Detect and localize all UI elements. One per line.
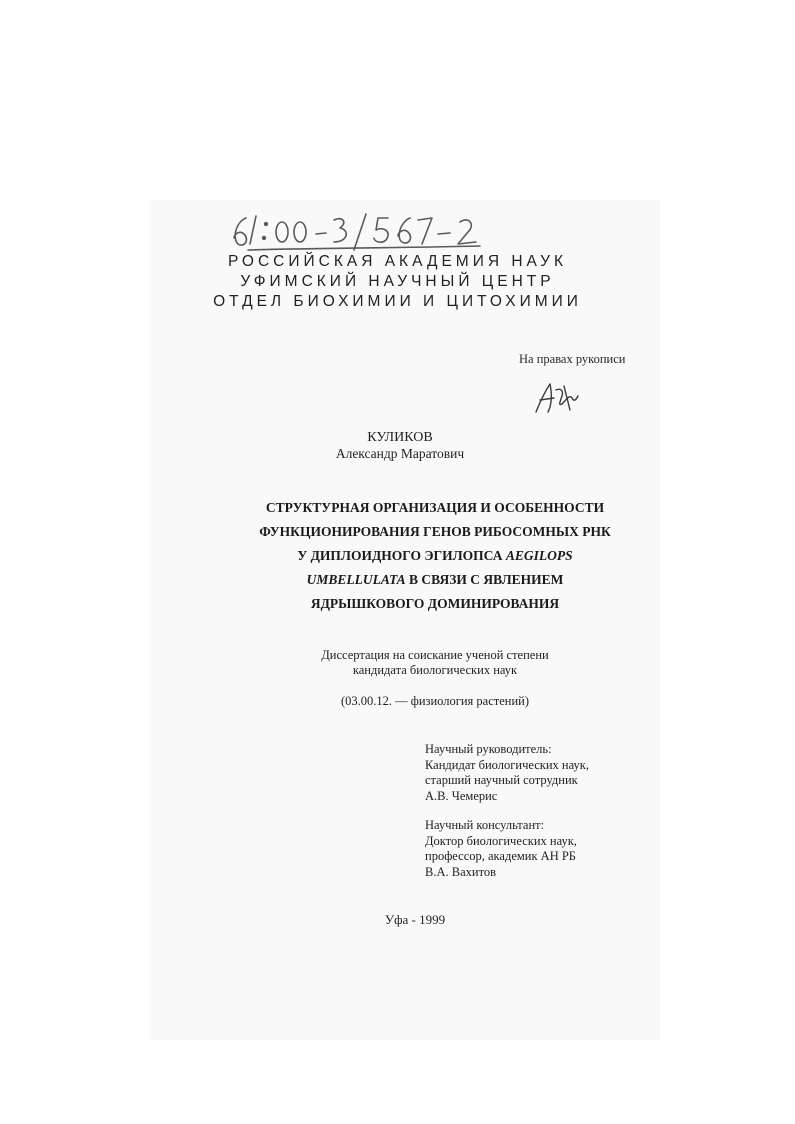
title-line-4 [200, 568, 670, 592]
title-line-3-prefix: У ДИПЛОИДНОГО ЭГИЛОПСА [297, 548, 506, 563]
manuscript-rights-note: На правах рукописи [519, 352, 626, 366]
author-given-names: Александр Маратович [335, 446, 465, 461]
advisor-name: А.В. Чемерис [425, 788, 498, 803]
advisor-position: старший научный сотрудник [425, 773, 578, 787]
consultant-role: Научный консультант: [425, 818, 545, 832]
consultant-position: профессор, академик АН РБ [425, 849, 576, 863]
signature-drawing [530, 380, 582, 416]
title-line-2: ФУНКЦИОНИРОВАНИЯ ГЕНОВ РИБОСОМНЫХ РНК [259, 524, 611, 539]
scientific-consultant-block [425, 818, 577, 880]
dissertation-title [200, 496, 670, 616]
organization-line-department: ОТДЕЛ БИОХИМИИ И ЦИТОХИМИИ [213, 293, 582, 310]
consultant-degree: Доктор биологических наук, [425, 833, 577, 848]
thesis-line-2: кандидата биологических наук [352, 663, 518, 677]
organization-line-center: УФИМСКИЙ НАУЧНЫЙ ЦЕНТР [240, 273, 555, 290]
advisor-role: Научный руководитель: [425, 742, 552, 756]
title-line-1: СТРУКТУРНАЯ ОРГАНИЗАЦИЯ И ОСОБЕННОСТИ [265, 500, 605, 515]
archive-number-drawing [228, 208, 488, 254]
organization-header [100, 252, 695, 312]
advisor-degree: Кандидат биологических наук, [425, 757, 589, 772]
organization-line-academy: РОССИЙСКАЯ АКАДЕМИЯ НАУК [227, 253, 568, 270]
place-and-year: Уфа - 1999 [384, 912, 446, 927]
title-line-3 [200, 544, 670, 568]
title-line-4-latin: UMBELLULATA [306, 572, 406, 587]
consultant-name: В.А. Вахитов [425, 864, 497, 879]
title-line-5: ЯДРЫШКОВОГО ДОМИНИРОВАНИЯ [310, 596, 560, 611]
title-line-4-suffix: В СВЯЗИ С ЯВЛЕНИЕМ [405, 572, 564, 587]
author-surname: КУЛИКОВ [367, 430, 433, 445]
thesis-degree-statement [250, 648, 620, 678]
author-block [200, 430, 600, 462]
title-line-3-latin: AEGILOPS [505, 548, 573, 563]
scientific-advisor-block [425, 742, 589, 804]
specialty-code: (03.00.12. — физиология растений) [340, 694, 530, 708]
handwritten-signature [530, 380, 582, 416]
thesis-line-1: Диссертация на соискание ученой степени [321, 648, 549, 662]
archive-number-handwritten [228, 208, 488, 254]
